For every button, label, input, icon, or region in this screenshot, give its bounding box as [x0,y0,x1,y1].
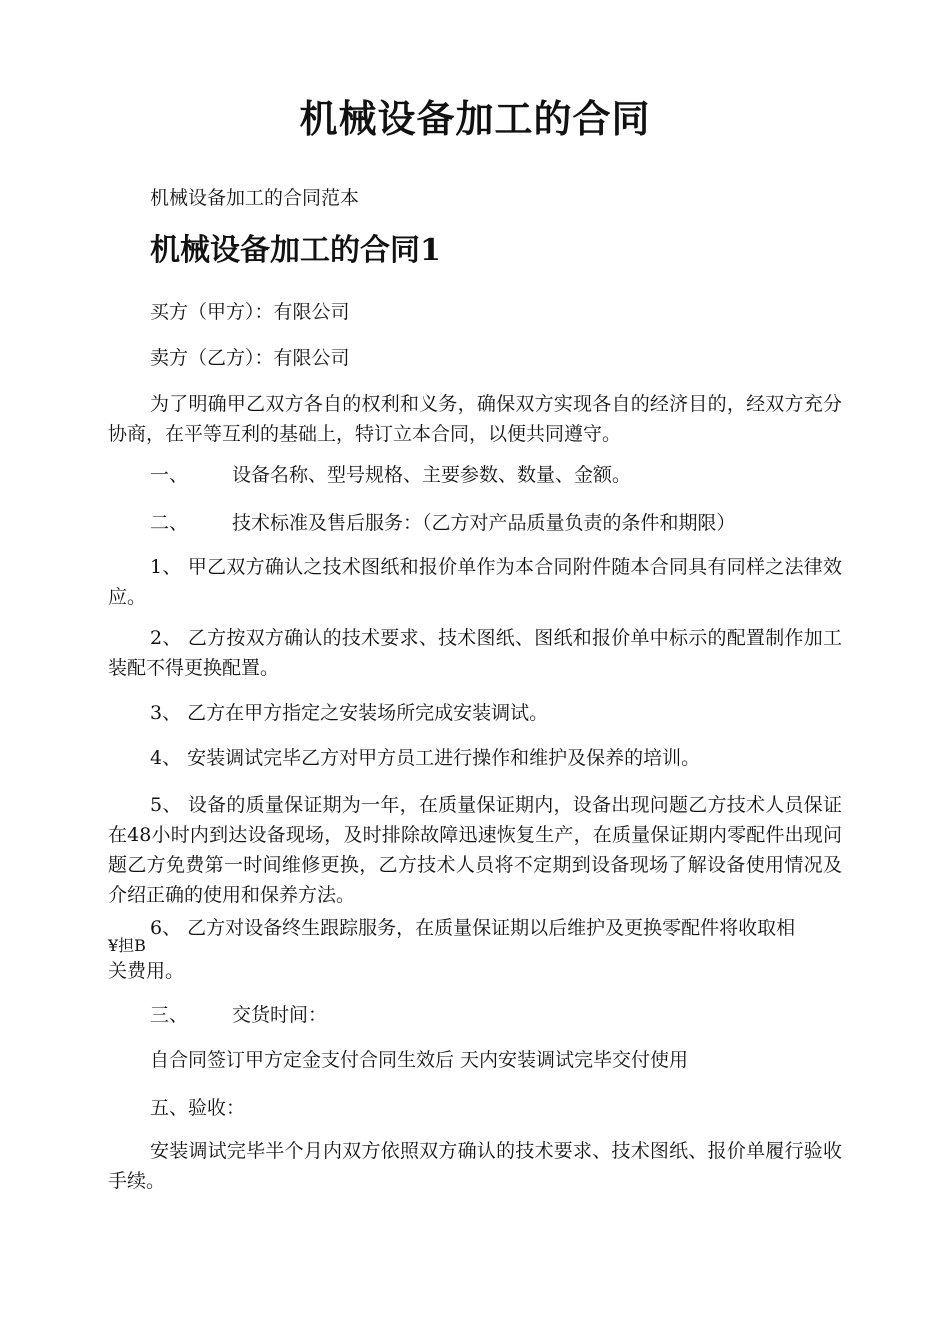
section-2-number: 二、 [150,512,189,534]
delivery-line: 自合同签订甲方定金支付合同生效后 天内安装调试完毕交付使用 [150,1049,689,1071]
section-1-text: 设备名称、型号规格、主要参数、数量、金额。 [232,464,632,486]
section-3-heading [150,1000,327,1030]
acceptance-paragraph: 安装调试完毕半个月内双方依照双方确认的技术要求、技术图纸、报价单履行验收手续。 [108,1140,842,1192]
section-3-text: 交货时间： [232,1004,328,1026]
section-5-heading: 五、验收： [150,1097,246,1119]
item-6-tail: 关费用。 [108,960,185,982]
item-5-paragraph: 5、 设备的质量保证期为一年，在质量保证期内，设备出现问题乙方技术人员保证在48小时内到达设备现场，及时排除故障迅速恢复生产，在质量保证期内零配件出现问题乙方免费第一时间维修更换，乙方技术人员将不定期到设备现场了解设备使用情况及介绍正确的使用和保养方法。 [108,794,842,906]
item-4-paragraph: 4、 安装调试完毕乙方对甲方员工进行操作和维护及保养的培训。 [150,747,701,769]
intro-line: 机械设备加工的合同范本 [150,187,360,209]
item-6-paragraph: 6、 乙方对设备终生跟踪服务，在质量保证期以后维护及更换零配件将收取相 [150,917,796,939]
seller-line: 卖方（乙方）：有限公司 [150,347,350,369]
preamble-paragraph: 为了明确甲乙双方各自的权利和义务，确保双方实现各自的经济目的，经双方充分协商，在平等互利的基础上，特订立本合同，以便共同遵守。 [108,393,842,445]
item-3-paragraph: 3、 乙方在甲方指定之安装场所完成安装调试。 [150,702,549,724]
item-6-mark: ¥担B [108,936,146,955]
section-1-number: 一、 [150,464,189,486]
section-1-heading [150,460,631,490]
item-2-paragraph: 2、 乙方按双方确认的技术要求、技术图纸、图纸和报价单中标示的配置制作加工装配不得更换配置。 [108,627,842,679]
contract-subtitle: 机械设备加工的合同1 [150,233,441,268]
document-title: 机械设备加工的合同 [299,96,651,141]
section-2-text: 技术标准及售后服务：（乙方对产品质量负责的条件和期限） [232,512,736,534]
section-2-heading [150,508,736,538]
section-3-number: 三、 [150,1004,189,1026]
item-1-paragraph: 1、 甲乙双方确认之技术图纸和报价单作为本合同附件随本合同具有同样之法律效应。 [108,556,842,608]
buyer-line: 买方（甲方）：有限公司 [150,301,350,323]
